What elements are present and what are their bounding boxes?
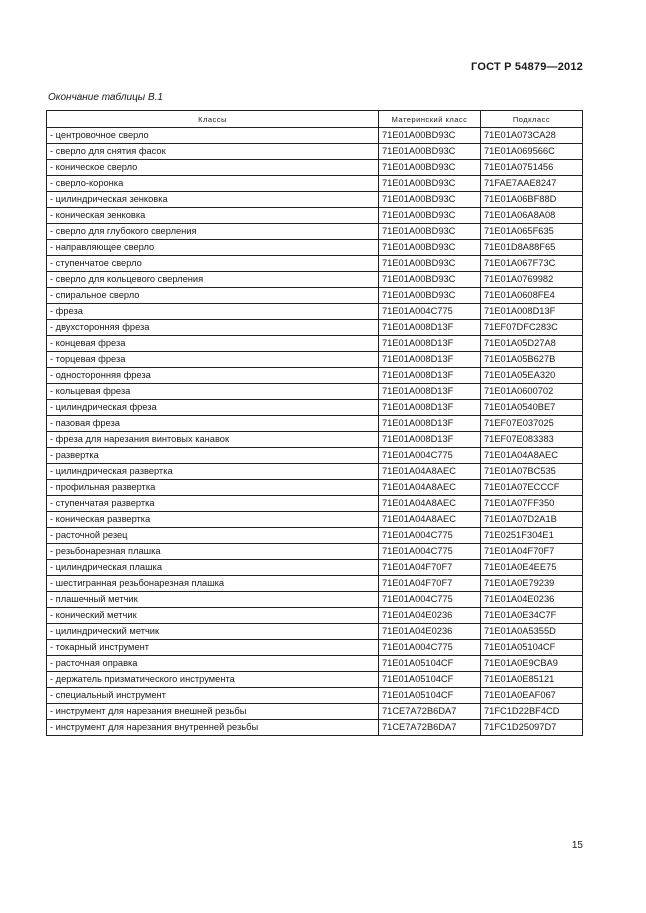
class-name-cell: - сверло-коронка (47, 176, 379, 192)
class-name-cell: - шестигранная резьбонарезная плашка (47, 576, 379, 592)
parent-class-cell: 71E01A004C775 (379, 304, 481, 320)
subclass-cell: 71E01A0600702 (481, 384, 583, 400)
table-row (47, 192, 583, 208)
class-name-cell: - инструмент для нарезания внешней резьбы (47, 704, 379, 720)
parent-class-cell: 71E01A00BD93C (379, 272, 481, 288)
header-subclass: Подкласс (481, 111, 583, 128)
class-name-cell: - цилиндрический метчик (47, 624, 379, 640)
subclass-cell: 71E01A07FF350 (481, 496, 583, 512)
class-name-cell: - цилиндрическая плашка (47, 560, 379, 576)
subclass-cell: 71E01A0608FE4 (481, 288, 583, 304)
table-row (47, 352, 583, 368)
class-name-cell: - кольцевая фреза (47, 384, 379, 400)
parent-class-cell: 71E01A04A8AEC (379, 512, 481, 528)
class-name-cell: - цилиндрическая зенковка (47, 192, 379, 208)
parent-class-cell: 71E01A04A8AEC (379, 464, 481, 480)
class-name-cell: - спиральное сверло (47, 288, 379, 304)
table-row (47, 576, 583, 592)
parent-class-cell: 71CE7A72B6DA7 (379, 720, 481, 736)
subclass-cell: 71E01A07D2A1B (481, 512, 583, 528)
parent-class-cell: 71CE7A72B6DA7 (379, 704, 481, 720)
class-name-cell: - сверло для снятия фасок (47, 144, 379, 160)
parent-class-cell: 71E01A04A8AEC (379, 496, 481, 512)
parent-class-cell: 71E01A04A8AEC (379, 480, 481, 496)
subclass-cell: 71EF07E083383 (481, 432, 583, 448)
class-name-cell: - коническая зенковка (47, 208, 379, 224)
class-name-cell: - центровочное сверло (47, 128, 379, 144)
parent-class-cell: 71E01A04E0236 (379, 624, 481, 640)
class-name-cell: - направляющее сверло (47, 240, 379, 256)
parent-class-cell: 71E01A008D13F (379, 432, 481, 448)
table-row (47, 544, 583, 560)
class-name-cell: - ступенчатое сверло (47, 256, 379, 272)
parent-class-cell: 71E01A05104CF (379, 656, 481, 672)
subclass-cell: 71E01A06BF88D (481, 192, 583, 208)
standard-code: ГОСТ Р 54879—2012 (471, 61, 583, 73)
header-classes: Классы (47, 111, 379, 128)
subclass-cell: 71E01A067F73C (481, 256, 583, 272)
parent-class-cell: 71E01A00BD93C (379, 128, 481, 144)
parent-class-cell: 71E01A04F70F7 (379, 560, 481, 576)
class-name-cell: - резьбонарезная плашка (47, 544, 379, 560)
table-row (47, 512, 583, 528)
class-name-cell: - фреза (47, 304, 379, 320)
table-row (47, 560, 583, 576)
subclass-cell: 71E01A073CA28 (481, 128, 583, 144)
subclass-cell: 71E01A0E79239 (481, 576, 583, 592)
table-row (47, 656, 583, 672)
subclass-cell: 71E01A04A8AEC (481, 448, 583, 464)
classes-table (46, 110, 583, 736)
parent-class-cell: 71E01A004C775 (379, 640, 481, 656)
table-row (47, 176, 583, 192)
subclass-cell: 71E01D8A88F65 (481, 240, 583, 256)
class-name-cell: - пазовая фреза (47, 416, 379, 432)
subclass-cell: 71E01A06A8A08 (481, 208, 583, 224)
class-name-cell: - торцевая фреза (47, 352, 379, 368)
parent-class-cell: 71E01A05104CF (379, 672, 481, 688)
header-parent-class: Материнский класс (379, 111, 481, 128)
table-caption: Окончание таблицы В.1 (48, 92, 163, 103)
subclass-cell: 71EF07E037025 (481, 416, 583, 432)
subclass-cell: 71E01A04E0236 (481, 592, 583, 608)
parent-class-cell: 71E01A00BD93C (379, 256, 481, 272)
subclass-cell: 71E01A0E85121 (481, 672, 583, 688)
table-row (47, 240, 583, 256)
table-row (47, 128, 583, 144)
table-row (47, 144, 583, 160)
table-row (47, 272, 583, 288)
class-name-cell: - конический метчик (47, 608, 379, 624)
subclass-cell: 71E0251F304E1 (481, 528, 583, 544)
table-row (47, 208, 583, 224)
class-name-cell: - коническая развертка (47, 512, 379, 528)
class-name-cell: - коническое сверло (47, 160, 379, 176)
subclass-cell: 71E01A0EAF067 (481, 688, 583, 704)
class-name-cell: - профильная развертка (47, 480, 379, 496)
subclass-cell: 71E01A069566C (481, 144, 583, 160)
class-name-cell: - расточной резец (47, 528, 379, 544)
class-name-cell: - фреза для нарезания винтовых канавок (47, 432, 379, 448)
table-row (47, 720, 583, 736)
class-name-cell: - ступенчатая развертка (47, 496, 379, 512)
parent-class-cell: 71E01A04E0236 (379, 608, 481, 624)
parent-class-cell: 71E01A008D13F (379, 384, 481, 400)
parent-class-cell: 71E01A008D13F (379, 400, 481, 416)
table-row (47, 688, 583, 704)
table-row (47, 528, 583, 544)
table-row (47, 496, 583, 512)
class-name-cell: - специальный инструмент (47, 688, 379, 704)
table-row (47, 320, 583, 336)
table-row (47, 464, 583, 480)
table-row (47, 704, 583, 720)
subclass-cell: 71E01A04F70F7 (481, 544, 583, 560)
parent-class-cell: 71E01A04F70F7 (379, 576, 481, 592)
subclass-cell: 71E01A0E4EE75 (481, 560, 583, 576)
subclass-cell: 71E01A008D13F (481, 304, 583, 320)
subclass-cell: 71FAE7AAE8247 (481, 176, 583, 192)
parent-class-cell: 71E01A00BD93C (379, 144, 481, 160)
table-row (47, 672, 583, 688)
class-name-cell: - односторонняя фреза (47, 368, 379, 384)
table-header-row (47, 111, 583, 128)
parent-class-cell: 71E01A008D13F (379, 320, 481, 336)
table-row (47, 416, 583, 432)
parent-class-cell: 71E01A00BD93C (379, 208, 481, 224)
subclass-cell: 71E01A05D27A8 (481, 336, 583, 352)
subclass-cell: 71E01A05B627B (481, 352, 583, 368)
subclass-cell: 71E01A07BC535 (481, 464, 583, 480)
parent-class-cell: 71E01A008D13F (379, 416, 481, 432)
parent-class-cell: 71E01A008D13F (379, 336, 481, 352)
class-name-cell: - держатель призматического инструмента (47, 672, 379, 688)
subclass-cell: 71E01A05104CF (481, 640, 583, 656)
parent-class-cell: 71E01A004C775 (379, 528, 481, 544)
class-name-cell: - концевая фреза (47, 336, 379, 352)
parent-class-cell: 71E01A00BD93C (379, 240, 481, 256)
page-number: 15 (571, 840, 583, 851)
table-row (47, 592, 583, 608)
class-name-cell: - развертка (47, 448, 379, 464)
subclass-cell: 71EF07DFC283C (481, 320, 583, 336)
table-row (47, 256, 583, 272)
parent-class-cell: 71E01A008D13F (379, 352, 481, 368)
parent-class-cell: 71E01A00BD93C (379, 288, 481, 304)
class-name-cell: - сверло для глубокого сверления (47, 224, 379, 240)
parent-class-cell: 71E01A00BD93C (379, 224, 481, 240)
table-row (47, 432, 583, 448)
subclass-cell: 71E01A0540BE7 (481, 400, 583, 416)
class-name-cell: - цилиндрическая развертка (47, 464, 379, 480)
table-row (47, 480, 583, 496)
table-row (47, 336, 583, 352)
subclass-cell: 71E01A0A5355D (481, 624, 583, 640)
table-row (47, 384, 583, 400)
subclass-cell: 71E01A0E9CBA9 (481, 656, 583, 672)
table-row (47, 368, 583, 384)
subclass-cell: 71FC1D22BF4CD (481, 704, 583, 720)
parent-class-cell: 71E01A008D13F (379, 368, 481, 384)
subclass-cell: 71E01A0769982 (481, 272, 583, 288)
table-row (47, 608, 583, 624)
parent-class-cell: 71E01A00BD93C (379, 176, 481, 192)
subclass-cell: 71E01A065F635 (481, 224, 583, 240)
table-row (47, 448, 583, 464)
class-name-cell: - цилиндрическая фреза (47, 400, 379, 416)
subclass-cell: 71E01A07ECCCF (481, 480, 583, 496)
table-row (47, 224, 583, 240)
table-row (47, 304, 583, 320)
class-name-cell: - плашечный метчик (47, 592, 379, 608)
parent-class-cell: 71E01A004C775 (379, 544, 481, 560)
table-body (47, 128, 583, 736)
table-row (47, 400, 583, 416)
table-row (47, 160, 583, 176)
table-row (47, 640, 583, 656)
table-row (47, 288, 583, 304)
class-name-cell: - токарный инструмент (47, 640, 379, 656)
subclass-cell: 71E01A0751456 (481, 160, 583, 176)
class-name-cell: - двухсторонняя фреза (47, 320, 379, 336)
parent-class-cell: 71E01A004C775 (379, 592, 481, 608)
class-name-cell: - расточная оправка (47, 656, 379, 672)
subclass-cell: 71E01A05EA320 (481, 368, 583, 384)
subclass-cell: 71FC1D25097D7 (481, 720, 583, 736)
class-name-cell: - сверло для кольцевого сверления (47, 272, 379, 288)
table-row (47, 624, 583, 640)
parent-class-cell: 71E01A004C775 (379, 448, 481, 464)
parent-class-cell: 71E01A00BD93C (379, 192, 481, 208)
parent-class-cell: 71E01A00BD93C (379, 160, 481, 176)
subclass-cell: 71E01A0E34C7F (481, 608, 583, 624)
class-name-cell: - инструмент для нарезания внутренней резьбы (47, 720, 379, 736)
parent-class-cell: 71E01A05104CF (379, 688, 481, 704)
